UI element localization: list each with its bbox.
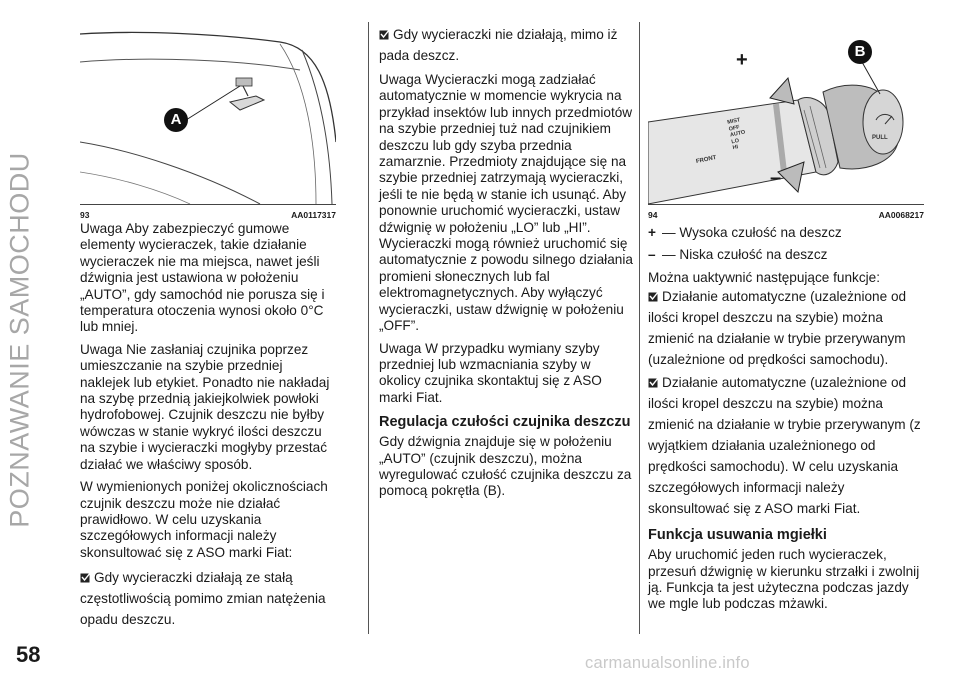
paragraph: Uwaga W przypadku wymiany szyby przedniej lub wzmacniania szyby w okolicy czujnika skontaktuj się z ASO marki Fiat. bbox=[379, 340, 602, 405]
sensitivity-low-item bbox=[648, 247, 924, 263]
bullet-text: Działanie automatyczne (uzależnione od ilości kropel deszczu na szybie) można zmienić na działanie w trybie przerywanym (uzależnione od prędkości samochodu). bbox=[648, 289, 907, 368]
column-left bbox=[80, 22, 336, 636]
column-right bbox=[648, 22, 924, 619]
section-heading: Funkcja usuwania mgiełki bbox=[648, 527, 827, 544]
page-number: 58 bbox=[16, 642, 41, 667]
figure-caption-94 bbox=[648, 205, 924, 221]
figure-94 bbox=[648, 22, 924, 205]
bullet-text: Gdy wycieraczki działają ze stałą częstotliwością pomimo zmian natężenia opadu deszczu. bbox=[80, 570, 326, 628]
paragraph: Uwaga Nie zasłaniaj czujnika poprzez umieszczanie na szybie przedniej naklejek lub etykiet. Ponadto nie nakładaj na szybę przednią jakiejkolwiek powłoki hydrofobowej. Czujnik deszczu nie byłby wówczas w stanie wykryć ilości deszczu na szybie i wycieraczki mogłyby przestać działać we właściwy sposób. bbox=[80, 341, 330, 472]
checkbox-bullet-icon bbox=[648, 377, 659, 388]
checkbox-bullet-icon bbox=[80, 572, 91, 583]
stalk-front-label: FRONT bbox=[695, 154, 718, 166]
paragraph: W wymienionych poniżej okolicznościach czujnik deszczu może nie działać prawidłowo. W celu uzyskania szczegółowych informacji należy skonsultować się z ASO marki Fiat: bbox=[80, 479, 328, 560]
bullet-item bbox=[648, 372, 924, 519]
figure-number: 93 bbox=[80, 210, 90, 220]
watermark: carmanualsonline.info bbox=[585, 654, 750, 672]
bullet-item bbox=[379, 24, 635, 66]
figure-code: AA0068217 bbox=[878, 210, 924, 220]
checkbox-bullet-icon bbox=[648, 291, 659, 302]
plus-marker: + bbox=[736, 49, 748, 71]
figure-number: 94 bbox=[648, 210, 658, 220]
paragraph: Uwaga Wycieraczki mogą zadziałać automatycznie w momencie wykrycia na przykład insektów lub innych przedmiotów na szybie przedniej tuż nad czujnikiem deszczu lub gdy szyba przednia zamarznie. Przedmioty znajdujące się na szybie przedniej zatrzymają wycieraczki, jeśli te nie będą w stanie ich usunąć. Aby ponownie uruchomić wycieraczki, ustaw dźwignię w położeniu „LO” lub „HI”. Wycieraczki mogą również uruchomić się automatycznie z powodu silnego działania promieni słonecznych lub fal elektromagnetycznych. Aby wyłączyć wycieraczki, ustaw dźwignię w położeniu „OFF”. bbox=[379, 72, 633, 334]
sensitivity-low-text: — Niska czułość na deszcz bbox=[662, 247, 828, 263]
stalk-label-mist: MIST bbox=[726, 117, 741, 126]
figure-caption-93 bbox=[80, 205, 336, 221]
paragraph: Można uaktywnić następujące funkcje: bbox=[648, 269, 880, 285]
stalk-label-hi: HI bbox=[732, 144, 739, 152]
column-divider-1 bbox=[368, 22, 369, 634]
callout-b: B bbox=[848, 40, 872, 64]
section-title: POZNAWANIE SAMOCHODU bbox=[4, 152, 35, 528]
column-divider-2 bbox=[639, 22, 640, 634]
knob-pull-label: PULL bbox=[872, 135, 888, 141]
wiper-stalk-illustration bbox=[648, 22, 924, 204]
figure-93 bbox=[80, 22, 336, 205]
bullet-text: Działanie automatyczne (uzależnione od ilości kropel deszczu na szybie) można zmienić na działanie w trybie przerywanym (z wyjątkiem działania uzależnionego od prędkości samochodu). W celu uzyskania szczegółowych informacji należy skonsultować się z ASO marki Fiat. bbox=[648, 375, 921, 517]
minus-marker: – bbox=[770, 167, 782, 189]
plus-symbol: + bbox=[648, 225, 656, 240]
callout-a: A bbox=[164, 108, 188, 132]
paragraph: Gdy dźwignia znajduje się w położeniu „AUTO” (czujnik deszczu), można wyregulować czułość czujnika deszczu za pomocą pokrętła (B). bbox=[379, 434, 632, 499]
sensitivity-high-item bbox=[648, 225, 924, 241]
bullet-item bbox=[648, 286, 924, 370]
sensitivity-high-text: — Wysoka czułość na deszcz bbox=[662, 225, 842, 240]
section-heading: Regulacja czułości czujnika deszczu bbox=[379, 414, 631, 431]
windshield-illustration bbox=[80, 22, 336, 204]
bullet-item bbox=[80, 567, 336, 630]
paragraph: Aby uruchomić jeden ruch wycieraczek, przesuń dźwignię w kierunku strzałki i zwolnij ją. Funkcja ta jest użyteczna podczas jazdy we mgle lub podczas mżawki. bbox=[648, 547, 920, 612]
figure-code: AA0117317 bbox=[291, 210, 336, 220]
stalk-label-lo: LO bbox=[730, 137, 740, 145]
bullet-text: Gdy wycieraczki nie działają, mimo iż pada deszcz. bbox=[379, 27, 618, 63]
paragraph: Uwaga Aby zabezpieczyć gumowe elementy wycieraczek, takie działanie wycieraczek nie ma miejsca, nawet jeśli dźwignia jest ustawiona w położeniu „AUTO”, gdy samochód nie porusza się i temperatura otoczenia wynosi około 0°C lub mniej. bbox=[80, 221, 325, 335]
stalk-label-auto: AUTO bbox=[729, 129, 746, 139]
checkbox-bullet-icon bbox=[379, 29, 390, 40]
minus-symbol: – bbox=[648, 247, 656, 263]
stalk-label-off: OFF bbox=[728, 124, 741, 133]
column-middle bbox=[379, 24, 635, 506]
